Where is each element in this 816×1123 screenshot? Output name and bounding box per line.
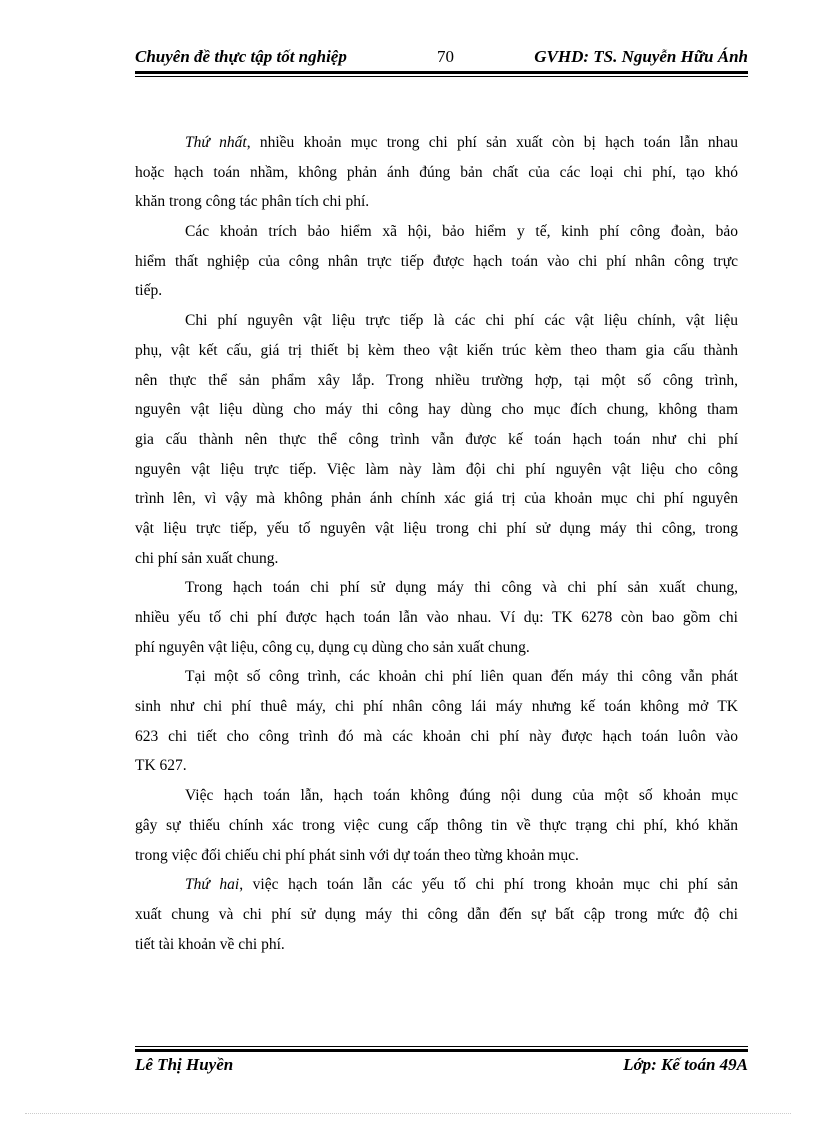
page-number: 70 xyxy=(437,47,454,66)
text-line xyxy=(135,784,738,814)
text-line xyxy=(135,576,738,606)
line-text: tiếp. xyxy=(135,282,163,300)
text-line xyxy=(135,517,738,547)
footer-rule-thin xyxy=(135,1046,748,1047)
class-name: Lớp: Kế toán 49A xyxy=(623,1055,748,1074)
line-text: hiểm thất nghiệp của công nhân trực tiếp được hạch toán vào chi phí nhân công trực xyxy=(135,252,738,270)
text-line xyxy=(135,398,738,428)
line-text: nguyên vật liệu trực tiếp. Việc làm này làm đội chi phí nguyên vật liệu cho công xyxy=(135,460,738,478)
text-line xyxy=(135,250,738,280)
text-line xyxy=(135,933,738,963)
text-line xyxy=(135,190,738,220)
document-title: Chuyên đề thực tập tốt nghiệp xyxy=(135,47,347,66)
text-line xyxy=(135,606,738,636)
text-line xyxy=(135,369,738,399)
advisor-name: GVHD: TS. Nguyễn Hữu Ánh xyxy=(534,47,748,66)
line-text: sinh như chi phí thuê máy, chi phí nhân công lái máy nhưng kế toán không mở TK xyxy=(135,698,738,716)
italic-lead: Thứ nhất xyxy=(185,134,247,151)
line-text: gia cấu thành nên thực thể công trình vẫn được kế toán hạch toán như chi phí xyxy=(135,430,738,448)
line-text: Tại một số công trình, các khoản chi phí liên quan đến máy thi công vẫn phát xyxy=(185,668,738,686)
line-text: khăn trong công tác phân tích chi phí. xyxy=(135,193,370,211)
author-name: Lê Thị Huyền xyxy=(135,1055,234,1074)
line-text: phí nguyên vật liệu, công cụ, dụng cụ dùng cho sản xuất chung. xyxy=(135,638,530,656)
text-line xyxy=(135,131,738,161)
header-rule xyxy=(135,71,748,74)
line-text: vật liệu trực tiếp, yếu tố nguyên vật liệu trong chi phí sử dụng máy thi công, trong xyxy=(135,519,738,537)
line-text: phụ, vật kết cấu, giá trị thiết bị kèm theo vật kiến trúc kèm theo tham gia cấu thành xyxy=(135,341,738,359)
text-line xyxy=(135,873,738,903)
page-boundary xyxy=(25,1113,791,1114)
line-text: gây sự thiếu chính xác trong việc cung cấp thông tin về thực trạng chi phí, khó khăn xyxy=(135,816,738,834)
text-line xyxy=(135,754,738,784)
text-line xyxy=(135,279,738,309)
text-line xyxy=(135,636,738,666)
text-line xyxy=(135,309,738,339)
line-text: nhiều yếu tố chi phí được hạch toán lẫn vào nhau. Ví dụ: TK 6278 còn bao gồm chi xyxy=(135,609,738,626)
line-text: trong việc đối chiếu chi phí phát sinh với dự toán theo từng khoản mục. xyxy=(135,846,579,864)
text-line xyxy=(135,458,738,488)
line-text: , việc hạch toán lẫn các yếu tố chi phí trong khoản mục chi phí sản xyxy=(239,876,738,894)
line-text: chi phí sản xuất chung. xyxy=(135,549,279,567)
text-line xyxy=(135,903,738,933)
line-text: Chi phí nguyên vật liệu trực tiếp là các chi phí các vật liệu chính, vật liệu xyxy=(185,312,738,330)
text-line xyxy=(135,220,738,250)
text-line xyxy=(135,547,738,577)
text-line xyxy=(135,695,738,725)
text-line xyxy=(135,725,738,755)
text-line xyxy=(135,487,738,517)
line-text: 623 chi tiết cho công trình đó mà các khoản chi phí này được hạch toán luôn vào xyxy=(135,727,738,745)
footer-rule xyxy=(135,1049,748,1052)
line-text: , nhiều khoản mục trong chi phí sản xuất còn bị hạch toán lẫn nhau xyxy=(246,134,738,151)
header-rule-thin xyxy=(135,76,748,77)
text-line xyxy=(135,161,738,191)
text-line xyxy=(135,814,738,844)
line-text: Các khoản trích bảo hiểm xã hội, bảo hiểm y tế, kinh phí công đoàn, bảo xyxy=(185,223,738,241)
page-header xyxy=(135,47,748,69)
line-text: nên thực thể sản phẩm xây lắp. Trong nhiều trường hợp, tại một số công trình, xyxy=(135,371,738,389)
document-body xyxy=(135,131,738,962)
text-line xyxy=(135,665,738,695)
text-line xyxy=(135,844,738,874)
line-text: xuất chung và chi phí sử dụng máy thi công dẫn đến sự bất cập trong mức độ chi xyxy=(135,905,738,923)
line-text: TK 627. xyxy=(135,757,187,775)
line-text: hoặc hạch toán nhầm, không phản ánh đúng bản chất của các loại chi phí, tạo khó xyxy=(135,163,738,181)
text-line xyxy=(135,339,738,369)
text-line xyxy=(135,428,738,458)
line-text: tiết tài khoản về chi phí. xyxy=(135,935,285,953)
line-text: trình lên, vì vậy mà không phản ánh chính xác giá trị của khoản mục chi phí nguyên xyxy=(135,490,738,508)
line-text: nguyên vật liệu dùng cho máy thi công hay dùng cho mục đích chung, không tham xyxy=(135,401,738,419)
line-text: Việc hạch toán lẫn, hạch toán không đúng nội dung của một số khoản mục xyxy=(185,787,738,805)
line-text: Trong hạch toán chi phí sử dụng máy thi công và chi phí sản xuất chung, xyxy=(185,579,738,597)
italic-lead: Thứ hai xyxy=(185,876,240,894)
